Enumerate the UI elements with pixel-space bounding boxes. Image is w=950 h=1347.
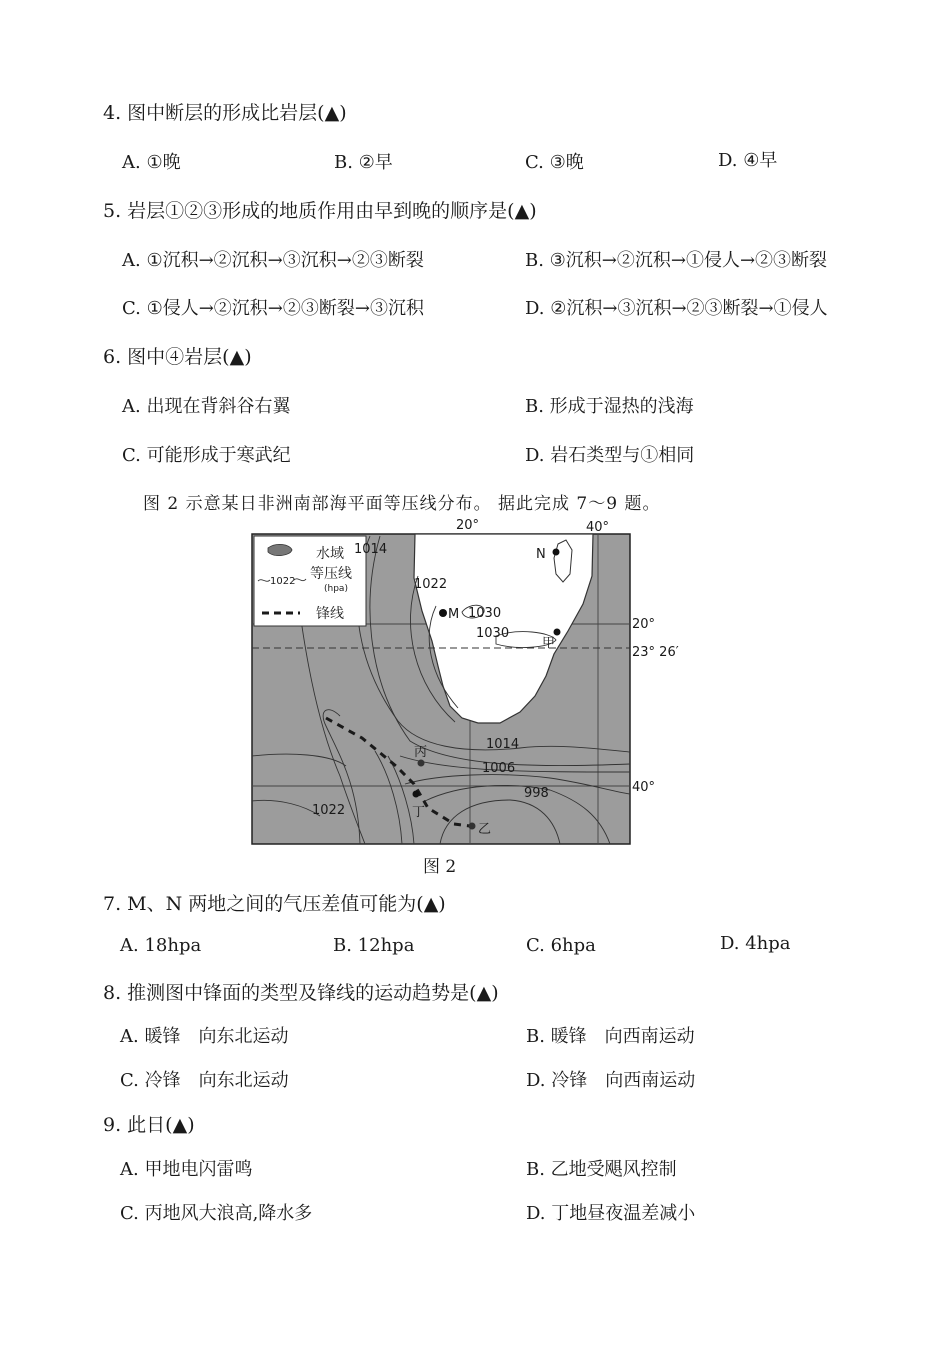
point-ding-label: 丁 (412, 805, 426, 820)
question-8-option-a[interactable]: A. 暖锋 向东北运动 (120, 1026, 289, 1047)
question-8-option-b[interactable]: B. 暖锋 向西南运动 (526, 1026, 695, 1047)
question-7-stem: 7. M、N 两地之间的气压差值可能为(▲) (103, 893, 446, 915)
question-6-option-c[interactable]: C. 可能形成于寒武纪 (122, 445, 291, 466)
isobar-label-1006: 1006 (482, 761, 516, 776)
question-8-stem: 8. 推测图中锋面的类型及锋线的运动趋势是(▲) (103, 982, 499, 1004)
question-6-option-b[interactable]: B. 形成于湿热的浅海 (525, 396, 694, 417)
point-jia-label: 甲 (542, 636, 556, 651)
question-4-option-b[interactable]: B. ②早 (334, 152, 393, 173)
point-m-marker (439, 609, 447, 617)
question-4-option-a[interactable]: A. ①晚 (122, 152, 181, 173)
point-m-label: M (448, 607, 460, 622)
question-8-option-c[interactable]: C. 冷锋 向东北运动 (120, 1070, 289, 1091)
question-9-option-a[interactable]: A. 甲地电闪雷鸣 (120, 1159, 253, 1180)
isobar-label-1022-land: 1022 (414, 577, 448, 592)
question-7-option-c[interactable]: C. 6hpa (526, 935, 596, 956)
point-yi-marker (469, 823, 476, 830)
question-6-option-d[interactable]: D. 岩石类型与①相同 (525, 445, 695, 466)
water-legend-icon (268, 544, 292, 555)
lon-label-40: 40° (586, 520, 610, 535)
question-8-option-d[interactable]: D. 冷锋 向西南运动 (526, 1070, 696, 1091)
question-6-option-a[interactable]: A. 出现在背斜谷右翼 (122, 396, 291, 417)
isobar-label-1030-east: 1030 (476, 626, 510, 641)
legend-isobar-unit: (hpa) (324, 584, 348, 594)
figure-intro: 图 2 示意某日非洲南部海平面等压线分布。 据此完成 7～9 题。 (143, 494, 661, 514)
isobar-label-1014-north: 1014 (354, 542, 388, 557)
question-4-stem: 4. 图中断层的形成比岩层(▲) (103, 102, 347, 124)
lat-label-40: 40° (632, 780, 656, 795)
lat-label-tropic: 23° 26′ (632, 645, 679, 660)
isobar-label-1030-m: 1030 (468, 606, 502, 621)
legend-front-label: 锋线 (316, 606, 344, 622)
question-6-stem: 6. 图中④岩层(▲) (103, 346, 252, 368)
question-4-option-c[interactable]: C. ③晚 (525, 152, 584, 173)
point-bing-label: 丙 (414, 745, 428, 760)
legend-isobar-label: 等压线 (310, 566, 352, 582)
question-5-option-b[interactable]: B. ③沉积→②沉积→①侵人→②③断裂 (525, 250, 828, 271)
point-yi-label: 乙 (478, 822, 492, 837)
figure-caption: 图 2 (423, 857, 457, 877)
point-n-marker (553, 549, 560, 556)
point-jia-marker (554, 629, 561, 636)
question-9-option-c[interactable]: C. 丙地风大浪高,降水多 (120, 1203, 313, 1224)
question-7-option-a[interactable]: A. 18hpa (120, 935, 202, 956)
question-9-stem: 9. 此日(▲) (103, 1114, 195, 1136)
question-7-option-b[interactable]: B. 12hpa (333, 935, 415, 956)
question-9-option-b[interactable]: B. 乙地受飓风控制 (526, 1159, 677, 1180)
lon-label-20: 20° (456, 518, 480, 533)
question-5-option-c[interactable]: C. ①侵人→②沉积→②③断裂→③沉积 (122, 298, 424, 319)
question-7-option-d[interactable]: D. 4hpa (720, 933, 791, 954)
legend-water-label: 水域 (316, 546, 344, 562)
question-4-option-d[interactable]: D. ④早 (718, 150, 778, 171)
isobar-map (250, 516, 679, 846)
question-9-option-d[interactable]: D. 丁地昼夜温差减小 (526, 1203, 696, 1224)
lat-label-20: 20° (632, 617, 656, 632)
point-n-label: N (536, 547, 546, 562)
isobar-label-1022-west: 1022 (312, 803, 346, 818)
legend-isobar-sample: 1022 (270, 576, 296, 587)
question-5-option-a[interactable]: A. ①沉积→②沉积→③沉积→②③断裂 (122, 250, 424, 271)
point-bing-marker (418, 760, 425, 767)
point-ding-marker (413, 791, 420, 798)
isobar-label-1014-south: 1014 (486, 737, 520, 752)
question-5-stem: 5. 岩层①②③形成的地质作用由早到晚的顺序是(▲) (103, 200, 537, 222)
question-5-option-d[interactable]: D. ②沉积→③沉积→②③断裂→①侵人 (525, 298, 828, 319)
isobar-label-998: 998 (524, 786, 549, 801)
